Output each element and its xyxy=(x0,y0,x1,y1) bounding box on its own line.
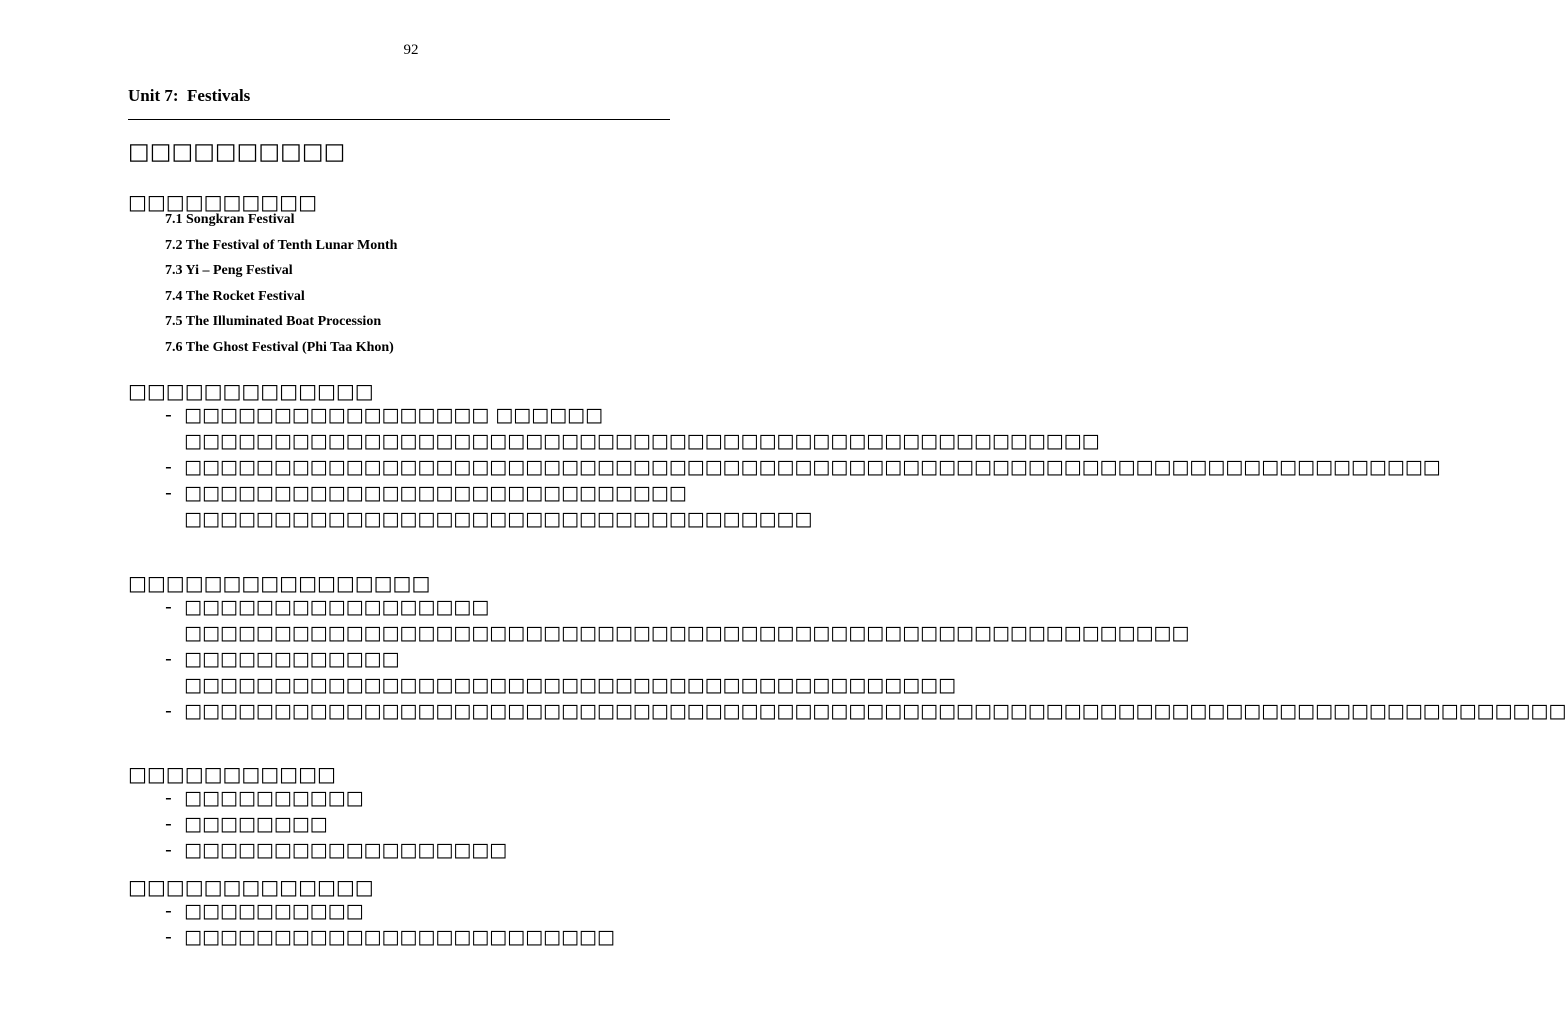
content-text: □□□□□□□□□□□□□□□□□ □□□□□□□□□□□□□□□□□□□□□□□□□□□□□□□□□□□□□□□□□□□□□□□□□□□□□□□□ xyxy=(184,596,1190,644)
objective-text: □□□□□□□□□□□□□□□□□□□□□□□□□□□□□□□□□□□□□□□□□□□□□□□□□□□□□□□□□□□□□□□□□□□□□□ xyxy=(184,456,1441,478)
bullet-dash: - xyxy=(165,813,172,835)
title-underline xyxy=(128,119,670,120)
bullet-dash: - xyxy=(165,926,172,948)
unit-title: Unit 7: Festivals xyxy=(128,86,251,105)
activity-text: □□□□□□□□□□ xyxy=(184,787,364,809)
main-heading: □□□□□□□□□□ xyxy=(128,139,346,165)
page-number: 92 xyxy=(403,42,419,58)
objective-item xyxy=(164,454,1441,480)
activity-item xyxy=(164,837,724,863)
activity-item xyxy=(164,785,724,811)
media-list xyxy=(164,898,724,950)
objective-item xyxy=(164,402,1100,454)
objective-item xyxy=(164,480,813,532)
objectives-heading: □□□□□□□□□□□□□ xyxy=(128,379,374,403)
media-heading: □□□□□□□□□□□□□ xyxy=(128,875,374,899)
bullet-dash: - xyxy=(165,787,172,809)
bullet-dash: - xyxy=(165,900,172,922)
content-text: □□□□□□□□□□□□ □□□□□□□□□□□□□□□□□□□□□□□□□□□□□□□□□□□□□□□□□□□ xyxy=(184,648,956,696)
objectives-list xyxy=(164,402,1441,532)
objective-text: □□□□□□□□□□□□□□□□□□□□□□□□□□□□ □□□□□□□□□□□□□□□□□□□□□□□□□□□□□□□□□□□ xyxy=(184,482,813,530)
bullet-dash: - xyxy=(165,404,172,426)
topic-item: 7.6 The Ghost Festival (Phi Taa Khon) xyxy=(165,340,394,355)
media-item xyxy=(164,924,724,950)
objective-text: □□□□□□□□□□□□□□□□□ □□□□□□ □□□□□□□□□□□□□□□□□□□□□□□□□□□□□□□□□□□□□□□□□□□□□□□□□□□ xyxy=(184,404,1100,452)
bullet-dash: - xyxy=(165,648,172,670)
activity-text: □□□□□□□□□□□□□□□□□□ xyxy=(184,839,508,861)
content-heading: □□□□□□□□□□□□□□□□ xyxy=(128,571,431,595)
topic-item: 7.4 The Rocket Festival xyxy=(165,289,305,304)
activities-list xyxy=(164,785,724,863)
activity-text: □□□□□□□□ xyxy=(184,813,328,835)
content-item xyxy=(164,698,1566,724)
bullet-dash: - xyxy=(165,839,172,861)
media-text: □□□□□□□□□□ xyxy=(184,900,364,922)
content-text: □□□□□□□□□□□□□□□□□□□□□□□□□□□□□□□□□□□□□□□□□□□□□□□□□□□□□□□□□□□□□□□□□□□□□□□□□□□□□ xyxy=(184,700,1566,722)
activity-item xyxy=(164,811,724,837)
content-item xyxy=(164,594,1190,646)
content-item xyxy=(164,646,956,698)
activities-heading: □□□□□□□□□□□ xyxy=(128,762,336,786)
bullet-dash: - xyxy=(165,482,172,504)
topic-item: 7.1 Songkran Festival xyxy=(165,212,295,227)
content-list xyxy=(164,594,1566,724)
topic-item: 7.5 The Illuminated Boat Procession xyxy=(165,314,382,329)
bullet-dash: - xyxy=(165,596,172,618)
bullet-dash: - xyxy=(165,456,172,478)
media-item xyxy=(164,898,724,924)
topic-item: 7.2 The Festival of Tenth Lunar Month xyxy=(165,238,398,253)
media-text: □□□□□□□□□□□□□□□□□□□□□□□□ xyxy=(184,926,615,948)
topic-item: 7.3 Yi – Peng Festival xyxy=(165,263,293,278)
bullet-dash: - xyxy=(165,700,172,722)
topics-heading: □□□□□□□□□□ xyxy=(128,190,317,214)
